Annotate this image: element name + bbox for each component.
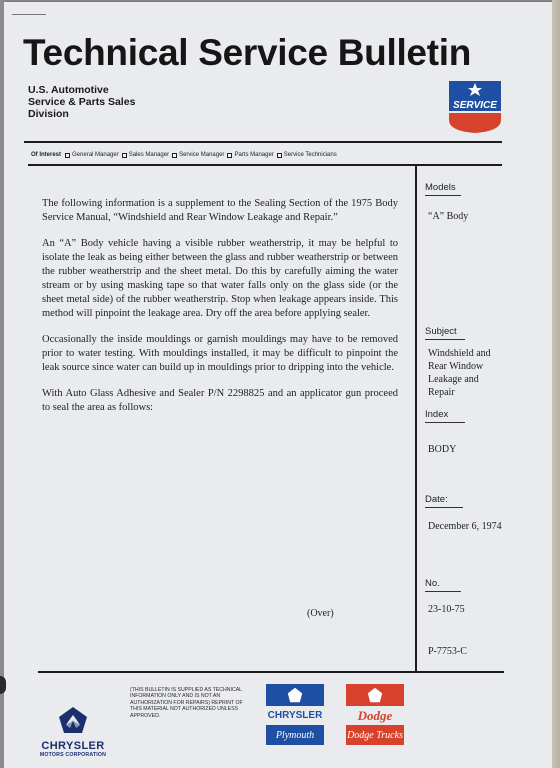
division-line: Service & Parts Sales — [28, 96, 136, 108]
interest-rule — [28, 164, 502, 166]
sidebar-divider — [415, 166, 417, 671]
date-label: Date: — [425, 494, 448, 505]
bulletin-sheet — [4, 2, 552, 768]
number-value: 23-10-75 — [428, 604, 465, 615]
top-mark — [12, 14, 46, 15]
checkbox-icon — [172, 153, 177, 158]
division-name — [28, 84, 198, 120]
checkbox-general-manager[interactable]: General Manager — [65, 152, 119, 158]
bulletin-title: Technical Service Bulletin — [23, 32, 472, 73]
checkbox-icon — [65, 153, 70, 158]
authorization-note: (THIS BULLETIN IS SUPPLIED AS TECHNICAL INFORMATION ONLY AND IS NOT AN AUTHORIZATION FOR REPAIRS) REPRINT OF THIS MATERIAL NOT AUTHORIZED UNLESS APPROVED. — [130, 687, 243, 719]
pentastar-icon — [287, 687, 303, 703]
checkbox-icon — [122, 153, 127, 158]
index-value: BODY — [428, 444, 457, 455]
dodge-badge — [346, 684, 404, 748]
underline — [425, 339, 465, 340]
date-value: December 6, 1974 — [428, 521, 502, 532]
corp-name: CHRYSLER — [41, 740, 105, 752]
body-paragraph: An “A” Body vehicle having a visible rubber weatherstrip, it may be helpful to isolate the leak as being either between the glass and rubber weatherstrip or between the rubber weatherstrip and the sheet metal. Do this by carefully aiming the water stream or by using masking tape so that water falls only on the glass side (or the sheet metal side) of the rubber weatherstrip. Stop when leakage appears inside. This method will pinpoint the leakage area. Dry off the area before applying sealer. — [42, 238, 398, 319]
division-line: Division — [28, 108, 69, 120]
page-edge — [552, 0, 560, 768]
corp-subtitle: MOTORS CORPORATION — [39, 752, 107, 758]
of-interest-label: Of Interest — [31, 152, 62, 158]
pentastar-icon — [58, 706, 88, 734]
brand-plymouth: Plymouth — [266, 725, 324, 745]
header-rule — [24, 141, 502, 143]
logo-label: SERVICE — [453, 100, 497, 111]
checkbox-parts-manager[interactable]: Parts Manager — [227, 152, 273, 158]
service-shield-logo — [448, 80, 502, 134]
badge-top-band — [266, 684, 324, 706]
body-paragraph: Occasionally the inside mouldings or garnish mouldings may have to be removed prior to water testing. With mouldings installed, it may be difficult to pinpoint the leak source since water can build up in mouldings prior to dripping into the vehicle. — [42, 334, 398, 373]
chrysler-plymouth-badge — [266, 684, 324, 748]
models-label: Models — [425, 182, 456, 193]
division-line: U.S. Automotive — [28, 84, 109, 96]
body-paragraph: The following information is a supplement to the Sealing Section of the 1975 Body Service Manual, “Windshield and Rear Window Leakage and Repair.” — [42, 198, 398, 223]
pentastar-icon — [367, 687, 383, 703]
of-interest-row — [31, 152, 340, 158]
checkbox-sales-manager[interactable]: Sales Manager — [122, 152, 169, 158]
models-value: “A” Body — [428, 211, 469, 222]
checkbox-icon — [227, 153, 232, 158]
form-number: P-7753-C — [428, 646, 467, 657]
brand-dodge: Dodge — [357, 707, 393, 723]
chrysler-corporation-logo — [30, 706, 116, 758]
brand-dodge-trucks: Dodge Trucks — [346, 725, 404, 745]
body-paragraph: With Auto Glass Adhesive and Sealer P/N 2298825 and an applicator gun proceed to seal the area as follows: — [42, 388, 398, 413]
over-note: (Over) — [307, 608, 334, 619]
index-label: Index — [425, 409, 448, 420]
underline — [425, 507, 463, 508]
badge-top-band — [346, 684, 404, 706]
underline — [425, 422, 465, 423]
checkbox-service-technicians[interactable]: Service Technicians — [277, 152, 337, 158]
subject-label: Subject — [425, 326, 457, 337]
bulletin-body — [42, 197, 398, 427]
footer-rule — [38, 671, 504, 673]
checkbox-service-manager[interactable]: Service Manager — [172, 152, 224, 158]
brand-chrysler: CHRYSLER — [267, 710, 323, 721]
underline — [425, 591, 461, 592]
checkbox-icon — [277, 153, 282, 158]
number-label: No. — [425, 578, 440, 589]
subject-value: Windshield and Rear Window Leakage and Repair — [428, 348, 491, 398]
logo-red-shield — [449, 113, 501, 133]
underline — [425, 195, 461, 196]
